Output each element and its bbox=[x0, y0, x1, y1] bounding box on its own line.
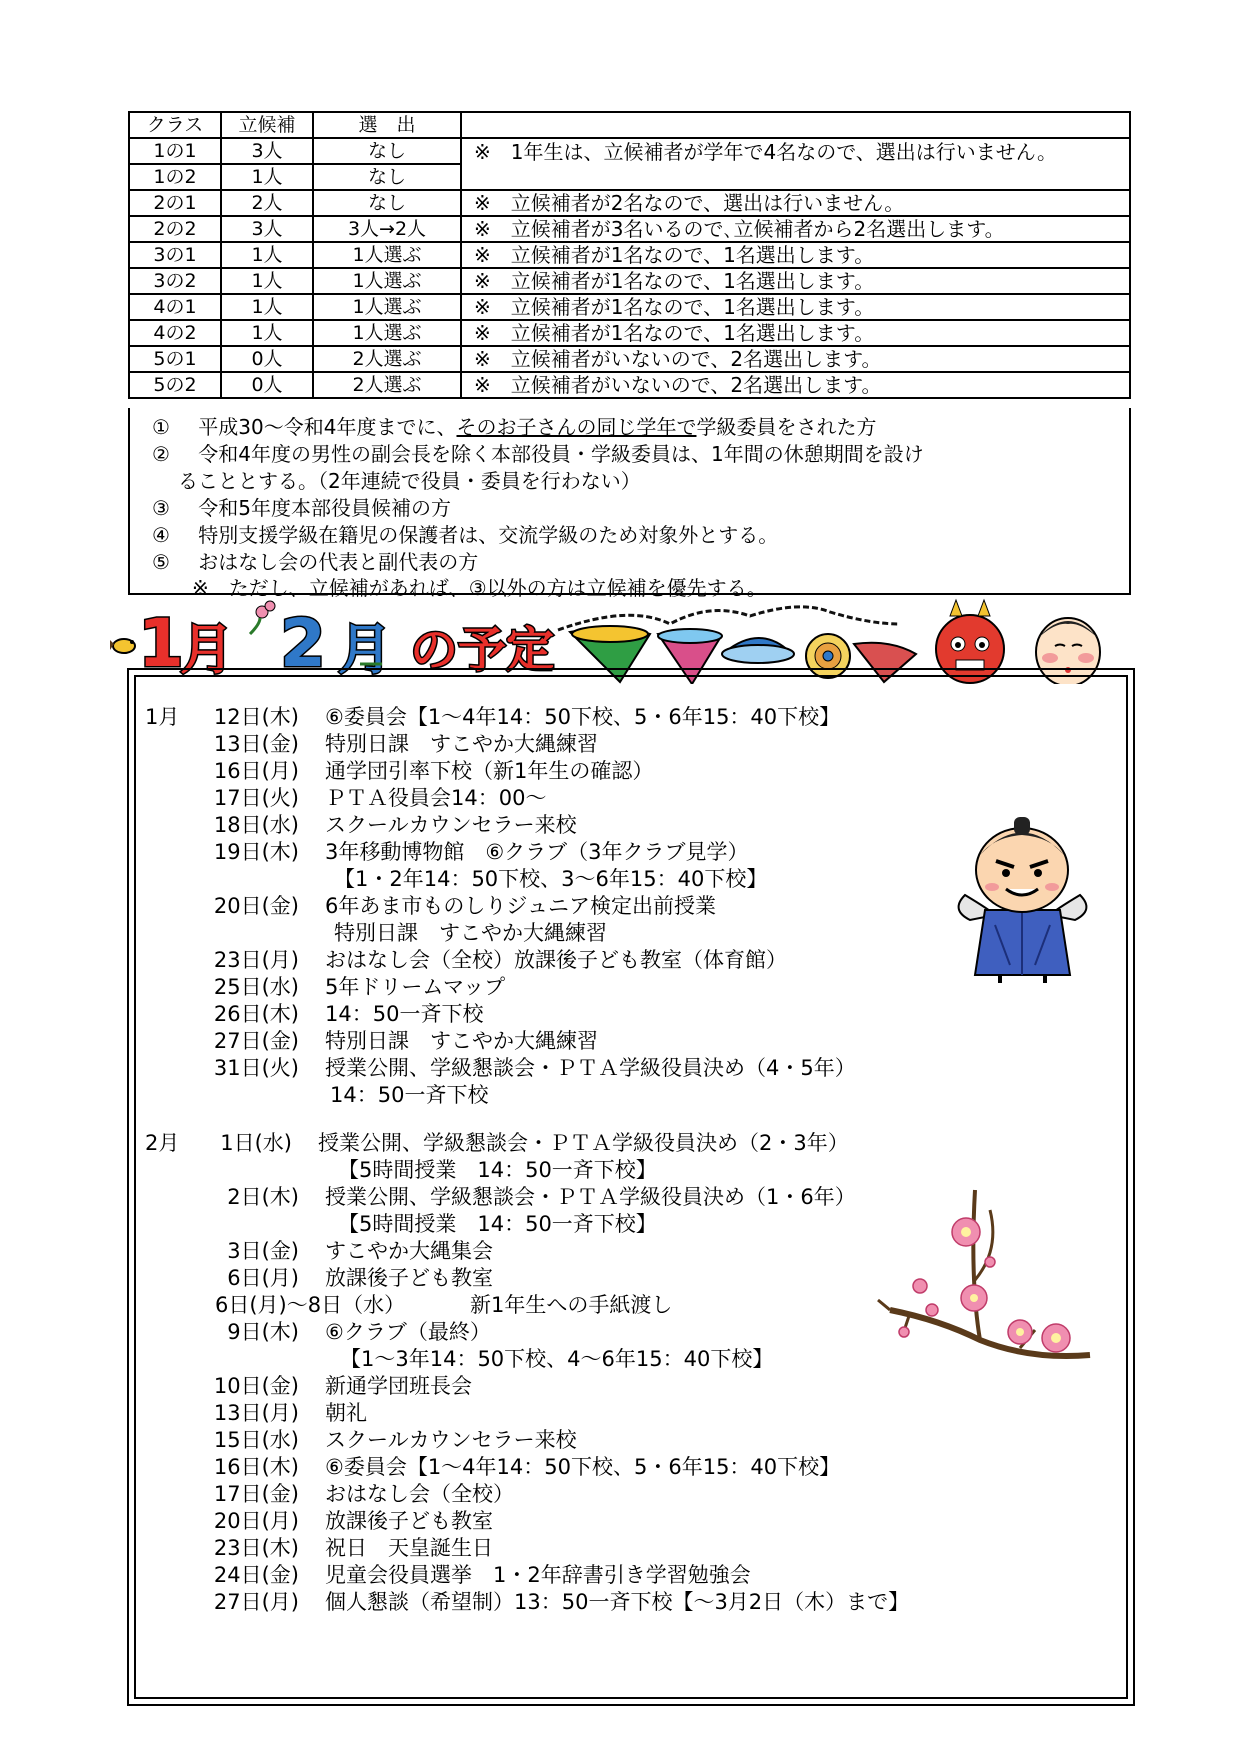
table-row bbox=[129, 138, 1130, 164]
cell-class: 4の1 bbox=[129, 294, 221, 320]
schedule-item: 児童会役員選挙 1・2年辞書引き学習勉強会 bbox=[325, 1563, 751, 1587]
schedule-item: 授業公開、学級懇談会・ＰＴＡ学級役員決め（2・3年） bbox=[318, 1131, 849, 1155]
schedule-date: 12日(木) bbox=[213, 705, 299, 729]
cell-candidates: 0人 bbox=[221, 346, 313, 372]
schedule-date: 9日(木) bbox=[227, 1320, 299, 1344]
cell-selection: なし bbox=[313, 138, 461, 164]
schedule-date: 16日(月) bbox=[213, 759, 299, 783]
table-row bbox=[129, 346, 1130, 372]
cell-selection: 1人選ぶ bbox=[313, 294, 461, 320]
condition-text: 平成30～令和4年度までに、 bbox=[198, 415, 457, 439]
schedule-item: 新通学団班長会 bbox=[325, 1374, 472, 1398]
condition-text: 令和4年度の男性の副会長を除く本部役員・学級委員は、1年間の休憩期間を設け bbox=[198, 442, 924, 466]
cell-selection: 3人→2人 bbox=[313, 216, 461, 242]
schedule-item: ⑥クラブ（最終） bbox=[325, 1320, 491, 1344]
condition-underlined-text: そのお子さんの同じ学年で bbox=[456, 415, 697, 439]
condition-number: ③ bbox=[152, 496, 170, 520]
banner-month-2: 2 bbox=[280, 605, 326, 682]
cell-selection: なし bbox=[313, 164, 461, 190]
schedule-item: スクールカウンセラー来校 bbox=[325, 1428, 577, 1452]
table-row bbox=[129, 320, 1130, 346]
schedule-date: 20日(月) bbox=[213, 1509, 299, 1533]
cell-selection: 1人選ぶ bbox=[313, 242, 461, 268]
header-class: クラス bbox=[129, 112, 221, 138]
schedule-item: 授業公開、学級懇談会・ＰＴＡ学級役員決め（1・6年） bbox=[325, 1185, 856, 1209]
table-row bbox=[129, 216, 1130, 242]
schedule-date: 24日(金) bbox=[213, 1563, 299, 1587]
cell-candidates: 0人 bbox=[221, 372, 313, 398]
condition-note: ※ ただし、立候補があれば、③以外の方は立候補を優先する。 bbox=[192, 576, 767, 600]
cell-class: 2の2 bbox=[129, 216, 221, 242]
schedule-item: ⑥委員会【1～4年14：50下校、5・6年15：40下校】 bbox=[325, 1455, 841, 1479]
schedule-item: 朝礼 bbox=[325, 1401, 367, 1425]
schedule-date: 13日(金) bbox=[213, 732, 299, 756]
condition-5 bbox=[152, 546, 478, 575]
schedule-item-continued: 【5時間授業 14：50一斉下校】 bbox=[338, 1212, 657, 1236]
schedule-item: 5年ドリームマップ bbox=[325, 975, 506, 999]
table-header-row bbox=[129, 112, 1130, 138]
banner-month-1-kanji: 月 bbox=[180, 618, 234, 681]
cell-candidates: 1人 bbox=[221, 294, 313, 320]
cell-note: ※ 立候補者が1名なので、1名選出します。 bbox=[461, 320, 1130, 346]
schedule-date: 15日(水) bbox=[213, 1428, 299, 1452]
schedule-item: 6年あま市ものしりジュニア検定出前授業 bbox=[325, 894, 716, 918]
cell-selection: 2人選ぶ bbox=[313, 346, 461, 372]
schedule-item: おはなし会（全校）放課後子ども教室（体育館） bbox=[325, 948, 787, 972]
banner-title: の予定 bbox=[410, 622, 555, 678]
banner-month-1: 1 bbox=[138, 605, 184, 682]
condition-2 bbox=[152, 438, 924, 467]
cell-candidates: 1人 bbox=[221, 164, 313, 190]
cell-note: ※ 立候補者が1名なので、1名選出します。 bbox=[461, 268, 1130, 294]
condition-3 bbox=[152, 492, 451, 521]
schedule-item: すこやか大縄集会 bbox=[325, 1239, 493, 1263]
cell-note: ※ 立候補者がいないので、2名選出します。 bbox=[461, 372, 1130, 398]
condition-number: ④ bbox=[152, 523, 170, 547]
schedule-date: 6日(月)～8日（水） bbox=[215, 1293, 406, 1317]
condition-text: 令和5年度本部役員候補の方 bbox=[198, 496, 452, 520]
schedule-item: 特別日課 すこやか大縄練習 bbox=[325, 732, 598, 756]
schedule-date: 13日(月) bbox=[213, 1401, 299, 1425]
schedule-date: 31日(火) bbox=[213, 1056, 299, 1080]
bird-icon bbox=[110, 638, 135, 653]
cell-class: 5の1 bbox=[129, 346, 221, 372]
schedule-item-continued: 【5時間授業 14：50一斉下校】 bbox=[338, 1158, 657, 1182]
schedule-item: 授業公開、学級懇談会・ＰＴＡ学級役員決め（4・5年） bbox=[325, 1056, 856, 1080]
schedule-date: 27日(金) bbox=[213, 1029, 299, 1053]
cell-note: ※ 立候補者がいないので、2名選出します。 bbox=[461, 346, 1130, 372]
table-row bbox=[129, 242, 1130, 268]
header-selection: 選 出 bbox=[313, 112, 461, 138]
cell-candidates: 2人 bbox=[221, 190, 313, 216]
condition-number: ① bbox=[152, 415, 170, 439]
schedule-item: おはなし会（全校） bbox=[325, 1482, 514, 1506]
table-row bbox=[129, 190, 1130, 216]
cell-candidates: 1人 bbox=[221, 268, 313, 294]
schedule-item-continued: 特別日課 すこやか大縄練習 bbox=[334, 921, 607, 945]
cell-note: ※ 立候補者が2名なので、選出は行いません。 bbox=[461, 190, 1130, 216]
schedule-date: 19日(木) bbox=[213, 840, 299, 864]
schedule-item: 放課後子ども教室 bbox=[325, 1266, 493, 1290]
schedule-item: 祝日 天皇誕生日 bbox=[325, 1536, 493, 1560]
schedule-item: 3年移動博物館 ⑥クラブ（3年クラブ見学） bbox=[325, 840, 749, 864]
table-row bbox=[129, 372, 1130, 398]
condition-text: おはなし会の代表と副代表の方 bbox=[198, 550, 479, 574]
cell-selection: 1人選ぶ bbox=[313, 320, 461, 346]
schedule-date: 6日(月) bbox=[227, 1266, 299, 1290]
schedule-date: 10日(金) bbox=[213, 1374, 299, 1398]
schedule-date: 17日(金) bbox=[213, 1482, 299, 1506]
cell-note: ※ 立候補者が1名なので、1名選出します。 bbox=[461, 242, 1130, 268]
table-row bbox=[129, 268, 1130, 294]
schedule-item-continued: 【1～3年14：50下校、4～6年15：40下校】 bbox=[340, 1347, 774, 1371]
schedule-date: 23日(月) bbox=[213, 948, 299, 972]
schedule-date: 27日(月) bbox=[213, 1590, 299, 1614]
cell-candidates: 3人 bbox=[221, 216, 313, 242]
schedule-item: ⑥委員会【1～4年14：50下校、5・6年15：40下校】 bbox=[325, 705, 841, 729]
selection-table bbox=[128, 111, 1131, 399]
schedule-date: 1日(水) bbox=[220, 1131, 292, 1155]
schedule-item: 特別日課 すこやか大縄練習 bbox=[325, 1029, 598, 1053]
condition-1 bbox=[152, 411, 876, 440]
cell-note: ※ 立候補者が3名いるので､立候補者から2名選出します。 bbox=[461, 216, 1130, 242]
cell-candidates: 1人 bbox=[221, 320, 313, 346]
condition-number: ⑤ bbox=[152, 550, 170, 574]
schedule-date: 2日(木) bbox=[227, 1185, 299, 1209]
table-row bbox=[129, 294, 1130, 320]
header-notes bbox=[461, 112, 1130, 138]
header-candidates: 立候補 bbox=[221, 112, 313, 138]
schedule-date: 25日(水) bbox=[213, 975, 299, 999]
condition-4 bbox=[152, 519, 778, 548]
schedule-item: 個人懇談（希望制）13：50一斉下校【～3月2日（木）まで】 bbox=[325, 1590, 910, 1614]
schedule-date: 26日(木) bbox=[213, 1002, 299, 1026]
cell-class: 1の2 bbox=[129, 164, 221, 190]
schedule-date: 17日(火) bbox=[213, 786, 299, 810]
cell-class: 5の2 bbox=[129, 372, 221, 398]
cell-selection: 2人選ぶ bbox=[313, 372, 461, 398]
month-label: 1月 bbox=[145, 705, 180, 729]
month-label: 2月 bbox=[145, 1131, 180, 1155]
schedule-date: 16日(木) bbox=[213, 1455, 299, 1479]
cell-note: ※ 1年生は、立候補者が学年で4名なので、選出は行いません。 bbox=[461, 138, 1130, 190]
schedule-item-continued: 14：50一斉下校 bbox=[330, 1083, 489, 1107]
schedule-item: ＰＴＡ役員会14：00～ bbox=[325, 786, 547, 810]
schedule-date: 20日(金) bbox=[213, 894, 299, 918]
cell-note: ※ 立候補者が1名なので、1名選出します。 bbox=[461, 294, 1130, 320]
flower-icon bbox=[250, 601, 275, 634]
schedule-item-continued: 【1・2年14：50下校、3～6年15：40下校】 bbox=[334, 867, 768, 891]
cell-class: 4の2 bbox=[129, 320, 221, 346]
schedule-date: 3日(金) bbox=[227, 1239, 299, 1263]
exemption-conditions bbox=[128, 408, 1131, 600]
cell-candidates: 3人 bbox=[221, 138, 313, 164]
schedule-item: スクールカウンセラー来校 bbox=[325, 813, 577, 837]
cell-class: 3の1 bbox=[129, 242, 221, 268]
condition-text: 特別支援学級在籍児の保護者は、交流学級のため対象外とする。 bbox=[198, 523, 779, 547]
schedule-date: 23日(木) bbox=[213, 1536, 299, 1560]
cell-class: 3の2 bbox=[129, 268, 221, 294]
schedule-item: 放課後子ども教室 bbox=[325, 1509, 493, 1533]
schedule-date: 18日(水) bbox=[213, 813, 299, 837]
cell-class: 2の1 bbox=[129, 190, 221, 216]
condition-text-continued: ることとする。（2年連続で役員・委員を行わない） bbox=[178, 469, 641, 493]
schedule-item: 通学団引率下校（新1年生の確認） bbox=[325, 759, 654, 783]
schedule-item: 新1年生への手紙渡し bbox=[470, 1293, 673, 1317]
cell-selection: 1人選ぶ bbox=[313, 268, 461, 294]
plum-blossom-branch-illustration bbox=[870, 1170, 1095, 1390]
schedule-item: 14：50一斉下校 bbox=[325, 1002, 484, 1026]
cell-candidates: 1人 bbox=[221, 242, 313, 268]
cell-selection: なし bbox=[313, 190, 461, 216]
condition-text: 学級委員をされた方 bbox=[696, 415, 877, 439]
banner-month-2-kanji: 月 bbox=[338, 618, 392, 681]
samurai-character-illustration bbox=[940, 815, 1105, 985]
cell-class: 1の1 bbox=[129, 138, 221, 164]
condition-number: ② bbox=[152, 442, 170, 466]
